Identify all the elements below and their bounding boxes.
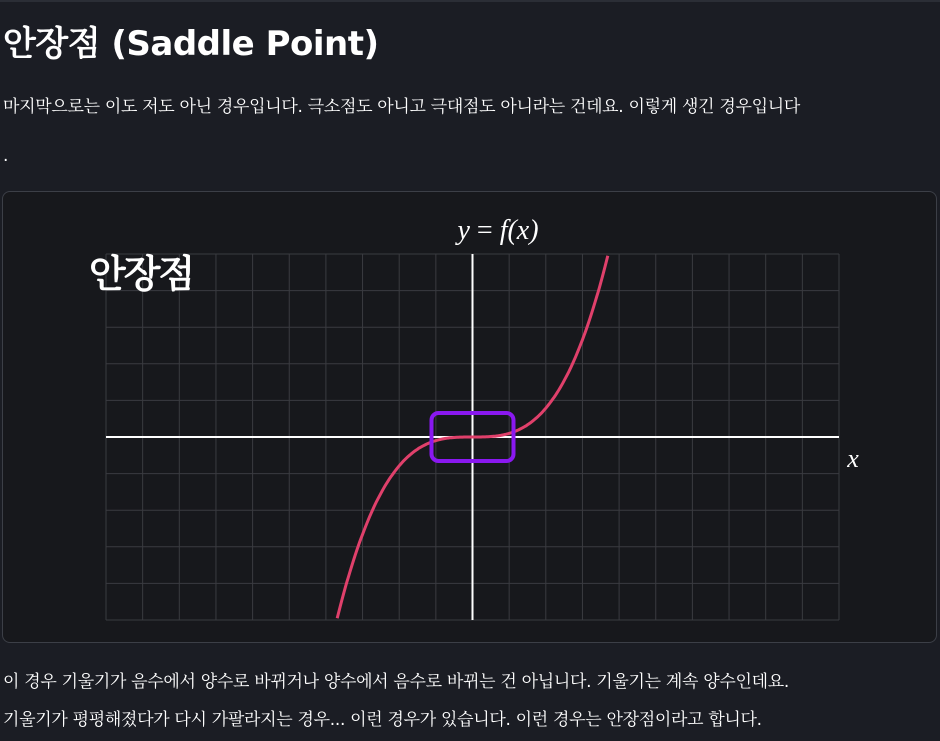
top-divider (0, 0, 940, 2)
x-axis-label: x (847, 444, 859, 473)
function-label-y: y (457, 215, 470, 246)
intro-paragraph-tail: . (3, 146, 9, 166)
function-label-eq: = (469, 215, 500, 246)
intro-paragraph: 마지막으로는 이도 저도 아닌 경우입니다. 극소점도 아니고 극대점도 아니라는 건데요. 이렇게 생긴 경우입니다 (3, 97, 800, 117)
explanation-line-2: 기울기가 평평해졌다가 다시 가팔라지는 경우... 이런 경우가 있습니다. 이런 경우는 안장점이라고 합니다. (3, 710, 762, 730)
function-label-f: f (499, 215, 508, 246)
figure-card (2, 191, 937, 643)
function-label-x: (x) (507, 215, 539, 246)
saddle-point-chart (3, 192, 938, 644)
page-title: 안장점 (Saddle Point) (3, 24, 379, 64)
explanation-line-1: 이 경우 기울기가 음수에서 양수로 바뀌거나 양수에서 음수로 바뀌는 건 아닙니다. 기울기는 계속 양수인데요. (3, 672, 789, 692)
saddle-point-overlay-label: 안장점 (89, 252, 194, 296)
function-label (454, 215, 538, 246)
